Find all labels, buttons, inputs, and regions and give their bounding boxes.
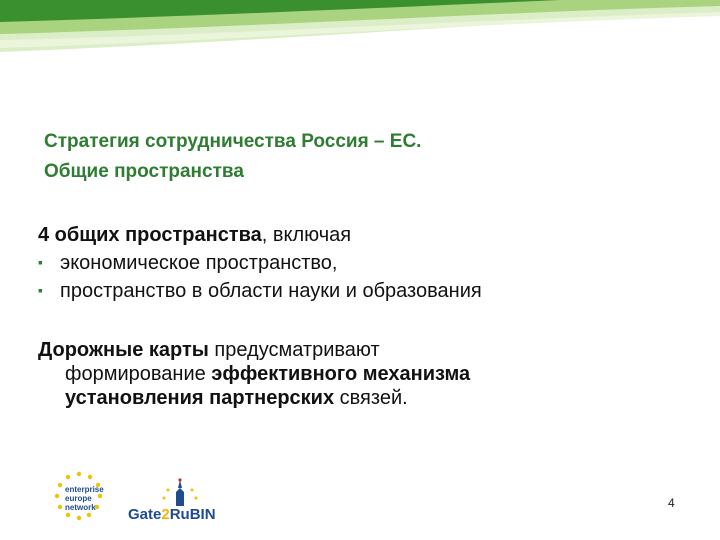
spaces-intro-rest: , включая xyxy=(261,224,352,246)
page-number: 4 xyxy=(668,496,675,510)
square-bullet-icon: ▪ xyxy=(38,254,43,270)
roadmaps-paragraph xyxy=(38,338,698,410)
roadmaps-line-2 xyxy=(38,362,698,386)
roadmaps-text-2: формирование xyxy=(65,363,212,385)
gate2rubin-wordmark xyxy=(128,506,240,523)
roadmaps-line-3 xyxy=(38,386,698,410)
roadmaps-bold-2: эффективного механизма xyxy=(211,363,471,385)
slide-body xyxy=(38,222,698,410)
slide-title xyxy=(44,127,421,187)
roadmaps-bold-3: установления партнерских xyxy=(65,387,335,409)
svg-text:enterprise: enterprise xyxy=(65,485,104,494)
roadmaps-bold: Дорожные карты xyxy=(38,339,209,361)
bullet-text-2: пространство в области науки и образования xyxy=(60,280,482,302)
square-bullet-icon: ▪ xyxy=(38,282,43,298)
bullet-text-1: экономическое пространство, xyxy=(60,252,338,274)
gate-text: Gate xyxy=(128,506,162,523)
roadmaps-line-1 xyxy=(38,338,698,362)
bullet-item xyxy=(38,277,698,305)
two-text: 2 xyxy=(161,506,170,523)
rubin-text: RuBIN xyxy=(169,506,216,523)
svg-text:europe: europe xyxy=(65,494,92,503)
kremlin-tower-icon xyxy=(128,478,240,508)
gate2rubin-logo xyxy=(128,478,240,528)
title-line-1: Стратегия сотрудничества Россия – ЕС. xyxy=(44,131,422,152)
spaces-intro-bold: 4 общих пространства xyxy=(38,224,262,246)
bullet-item xyxy=(38,249,698,277)
roadmaps-text: предусматривают xyxy=(208,339,380,361)
header-band xyxy=(0,0,720,62)
enterprise-europe-network-logo xyxy=(44,468,114,526)
spaces-intro xyxy=(38,222,698,249)
title-line-2: Общие пространства xyxy=(44,161,244,182)
roadmaps-text-3: связей. xyxy=(334,387,408,409)
svg-text:network: network xyxy=(65,503,96,512)
